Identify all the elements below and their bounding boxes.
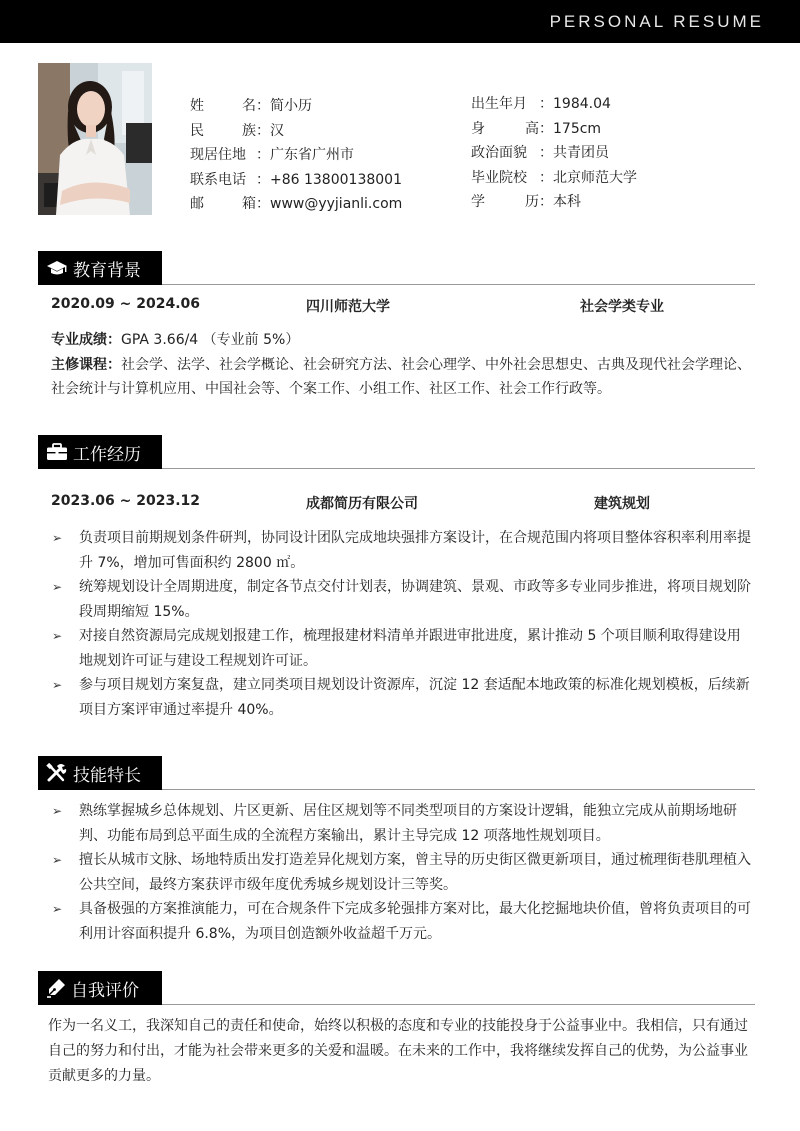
self-evaluation-text: 作为一名义工，我深知自己的责任和使命，始终以积极的态度和专业的技能投身于公益事业中。我相信，只有通过自己的努力和付出，才能为社会带来更多的关爱和温暖。在未来的工作中，我将继续发挥自己的优势，为公益事业贡献更多的力量。 [48, 1018, 748, 1084]
resume-title: PERSONAL RESUME [549, 12, 764, 31]
education-score: 专业成绩：GPA 3.66/4 （专业前 5%） [51, 332, 300, 348]
field-label: 出生年月 [471, 96, 527, 112]
list-item: ➢ 负责项目前期规划条件研判，协同设计团队完成地块强排方案设计，在合规范围内将项目整体容积率利用率提升 7%，增加可售面积约 2800 ㎡。 [50, 526, 752, 575]
section-work-header [38, 435, 755, 469]
education-school: 四川师范大学 [306, 299, 390, 315]
section-tab [38, 251, 162, 285]
section-education-header [38, 251, 755, 285]
field-value: 175cm [553, 120, 602, 137]
list-item: ➢ 对接自然资源局完成规划报建工作，梳理报建材料清单并跟进审批进度，累计推动 5 个项目顺利取得建设用地规划许可证与建设工程规划许可证。 [50, 624, 752, 673]
header-bar [0, 0, 800, 43]
section-divider [162, 284, 755, 285]
section-title: 工作经历 [73, 444, 141, 465]
education-details [51, 328, 751, 402]
field-label: 毕业院校 [471, 169, 527, 186]
profile-row-email: 邮 箱 ： www@yyjianli.com [190, 192, 402, 217]
list-item: ➢ 具备极强的方案推演能力，可在合规条件下完成多轮强排方案对比，最大化挖掘地块价值，曾将负责项目的可利用计容面积提升 6.8%，为项目创造额外收益超千万元。 [50, 897, 752, 946]
field-value: 本科 [553, 194, 581, 210]
briefcase-icon [46, 443, 68, 461]
field-label: 姓 名 [190, 98, 256, 114]
pen-icon [46, 978, 66, 998]
work-position: 建筑规划 [594, 496, 650, 512]
profile-row-degree: 学 历 ： 本科 [471, 190, 637, 215]
field-label: 民 族 [190, 122, 256, 139]
field-label: 身 高 [471, 120, 539, 137]
field-label: 政治面貌 [471, 145, 527, 161]
section-self-header [38, 971, 755, 1005]
profile-info-left [190, 94, 402, 217]
list-item: ➢ 擅长从城市文脉、场地特质出发打造差异化规划方案，曾主导的历史街区微更新项目，通过梳理街巷肌理植入公共空间，最终方案获评市级年度优秀城乡规划设计三等奖。 [50, 848, 752, 897]
field-label: 现居住地 [190, 147, 246, 163]
profile-row-school: 毕业院校 ： 北京师范大学 [471, 166, 637, 191]
section-tab [38, 435, 162, 469]
arrow-bullet-icon: ➢ [52, 678, 63, 692]
arrow-bullet-icon: ➢ [52, 629, 63, 643]
arrow-bullet-icon: ➢ [52, 853, 63, 867]
field-label: 邮 箱 [190, 196, 256, 212]
section-title: 教育背景 [73, 260, 141, 281]
work-company: 成都简历有限公司 [306, 496, 418, 512]
section-divider [162, 789, 755, 790]
education-summary [51, 296, 751, 316]
field-label: 学 历 [471, 194, 539, 210]
arrow-bullet-icon: ➢ [52, 902, 63, 916]
arrow-bullet-icon: ➢ [52, 804, 63, 818]
work-period: 2023.06 ~ 2023.12 [51, 493, 201, 509]
field-value: 简小历 [270, 98, 312, 114]
profile-row-ethnicity: 民 族 ： 汉 [190, 119, 402, 144]
list-item: ➢ 统筹规划设计全周期进度，制定各节点交付计划表，协调建筑、景观、市政等多专业同步推进，将项目规划阶段周期缩短 15%。 [50, 575, 752, 624]
profile-row-phone: 联系电话 ： +86 13800138001 [190, 168, 402, 193]
field-value: 1984.04 [553, 96, 611, 112]
education-courses: 主修课程：社会学、法学、社会学概论、社会研究方法、社会心理学、中外社会思想史、古典及现代社会学理论、社会统计与计算机应用、中国社会等、个案工作、小组工作、社区工作、社会工作行政等。 [51, 356, 751, 397]
section-divider [162, 468, 755, 469]
field-value: 广东省广州市 [270, 147, 354, 163]
profile-info-right [471, 92, 637, 215]
work-duties-list [50, 526, 752, 722]
profile-row-name: 姓 名 ： 简小历 [190, 94, 402, 119]
list-item: ➢ 熟练掌握城乡总体规划、片区更新、居住区规划等不同类型项目的方案设计逻辑，能独立完成从前期场地研判、功能布局到总平面生成的全流程方案输出，累计主导完成 12 项落地性规划项目。 [50, 799, 752, 848]
arrow-bullet-icon: ➢ [52, 531, 63, 545]
section-skills-header [38, 756, 755, 790]
field-value: 共青团员 [553, 145, 609, 161]
profile-row-residence: 现居住地 ： 广东省广州市 [190, 143, 402, 168]
profile-row-political: 政治面貌 ： 共青团员 [471, 141, 637, 166]
section-divider [162, 1004, 755, 1005]
education-period: 2020.09 ~ 2024.06 [51, 296, 201, 312]
graduation-cap-icon [46, 259, 68, 277]
field-value: 北京师范大学 [553, 169, 637, 186]
profile-row-birth: 出生年月 ： 1984.04 [471, 92, 637, 117]
section-tab [38, 971, 162, 1005]
arrow-bullet-icon: ➢ [52, 580, 63, 594]
work-summary [51, 493, 751, 513]
field-value: 汉 [270, 122, 284, 139]
section-title: 技能特长 [73, 765, 141, 786]
section-title: 自我评价 [71, 980, 139, 1001]
tools-icon [46, 763, 68, 783]
education-major: 社会学类专业 [580, 299, 664, 315]
field-label: 联系电话 [190, 171, 246, 188]
skills-list [50, 799, 752, 946]
field-value: www@yyjianli.com [270, 196, 403, 212]
list-item: ➢ 参与项目规划方案复盘，建立同类项目规划设计资源库，沉淀 12 套适配本地政策的标准化规划模板，后续新项目方案评审通过率提升 40%。 [50, 673, 752, 722]
field-value: +86 13800138001 [270, 171, 402, 188]
profile-photo [38, 63, 152, 215]
profile-row-height: 身 高 ： 175cm [471, 117, 637, 142]
section-tab [38, 756, 162, 790]
